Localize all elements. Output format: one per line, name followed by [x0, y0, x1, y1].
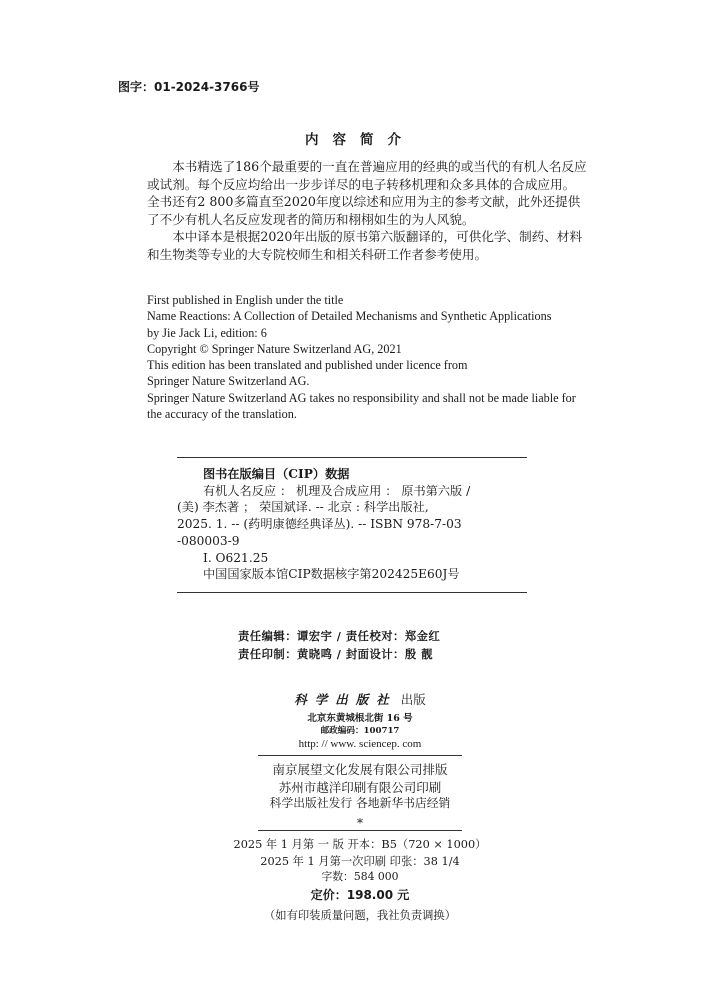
cip-line: 有机人名反应 ： 机理及合成应用 ： 原书第六版 /	[203, 483, 471, 498]
notice-line: Springer Nature Switzerland AG.	[147, 374, 310, 389]
distributor-credit: 科学出版社发行 各地新华书店经销	[269, 796, 451, 810]
staff-line: 责任印制：黄晓鸣 / 封面设计：殷 靓	[238, 647, 433, 661]
english-copyright-notice	[147, 292, 576, 422]
summary-title: 内容简介	[305, 132, 415, 148]
cip-bottom-rule	[177, 592, 527, 593]
publisher-name: 科学出版社	[294, 692, 397, 707]
staff-line: 责任编辑：谭宏宇 / 责任校对：郑金红	[238, 629, 441, 643]
notice-line: Name Reactions: A Collection of Detailed Mechanisms and Synthetic Applications	[147, 309, 552, 324]
cip-heading: 图书在版编目（CIP）数据	[203, 467, 350, 481]
summary-paragraph: 本中译本是根据2020年出版的原书第六版翻译的，可供化学、制药、材料和生物类等专业的大专院校师生和相关科研工作者参考使用。	[147, 229, 583, 262]
publisher-address: 北京东黄城根北街 16 号	[307, 713, 413, 724]
word-count: 字数：584 000	[321, 870, 399, 883]
divider	[258, 830, 462, 831]
publisher-postcode: 邮政编码：100717	[320, 726, 400, 736]
cip-line: -080003-9	[177, 533, 240, 548]
cip-block	[177, 466, 471, 583]
notice-line: the accuracy of the translation.	[147, 407, 297, 422]
typeset-credit: 南京展望文化发展有限公司排版	[272, 762, 448, 777]
price: 定价：198.00 元	[310, 888, 410, 902]
notice-line: by Jie Jack Li, edition: 6	[147, 325, 267, 340]
printer-credit: 苏州市越洋印刷有限公司印刷	[278, 780, 442, 795]
summary-body	[147, 158, 587, 263]
cip-line: 2025. 1. -- (药明康德经典译丛). -- ISBN 978-7-03	[177, 517, 462, 532]
quality-notice: （如有印装质量问题，我社负责调换）	[263, 909, 457, 922]
summary-paragraph: 本书精选了186个最重要的一直在普遍应用的经典的或当代的有机人名反应或试剂。每个反应均给出一步步详尽的电子转移机理和众多具体的合成应用。全书还有2 800多篇直至2020年度以综述和应用为主的参考文献，此外还提供了不少有机人名反应发现者的简历和栩栩如生的为人风貌。	[147, 159, 587, 227]
cip-line: (美) 李杰著 ； 荣国斌译. -- 北京 : 科学出版社,	[177, 500, 429, 515]
cip-top-rule	[177, 457, 527, 458]
notice-line: Springer Nature Switzerland AG takes no responsibility and shall not be made liable for	[147, 390, 576, 405]
separator-asterisk: *	[357, 816, 363, 830]
cip-line: I. O621.25	[203, 550, 269, 565]
notice-line: Copyright © Springer Nature Switzerland AG, 2021	[147, 341, 402, 356]
notice-line: First published in English under the title	[147, 293, 344, 307]
notice-line: This edition has been translated and published under licence from	[147, 358, 468, 373]
edition-line: 2025 年 1 月第 一 版 开本：B5（720 × 1000）	[233, 838, 487, 851]
publisher-url: http: // www. sciencep. com	[298, 738, 422, 750]
printing-line: 2025 年 1 月第一次印刷 印张：38 1/4	[260, 855, 460, 868]
divider	[258, 755, 462, 756]
cip-line: 中国国家版本馆CIP数据核字第202425E60J号	[203, 567, 460, 582]
publisher-line	[0, 690, 720, 708]
publisher-suffix: 出版	[400, 692, 426, 707]
staff-credits	[238, 627, 440, 663]
license-number: 图字：01-2024-3766号	[118, 80, 260, 94]
